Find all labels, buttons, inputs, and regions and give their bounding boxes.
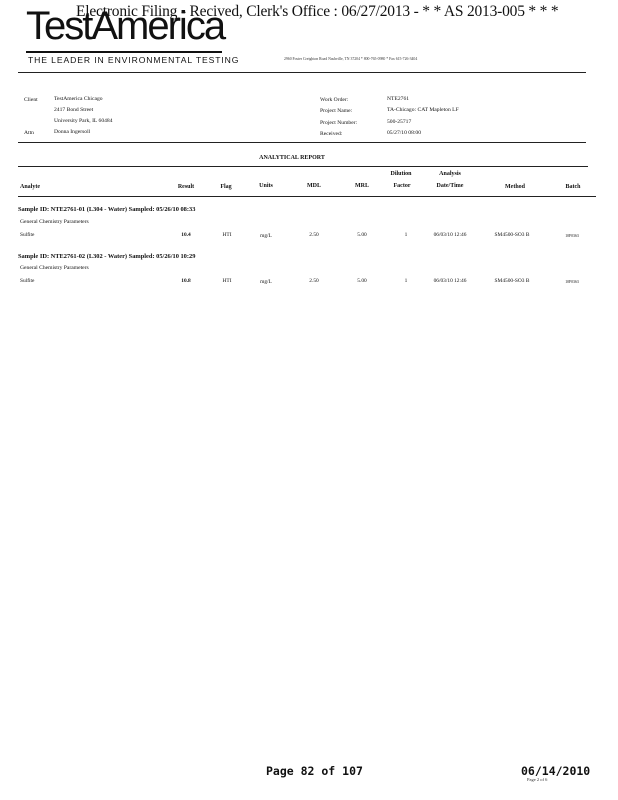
col-mdl: MDL bbox=[307, 183, 321, 189]
page-counter: Page 82 of 107 bbox=[266, 764, 363, 778]
report-title: ANALYTICAL REPORT bbox=[259, 155, 325, 161]
title-rule bbox=[18, 166, 588, 167]
footer-date: 06/14/2010 bbox=[521, 764, 591, 778]
col-analysis-bottom: Date/Time bbox=[436, 183, 464, 189]
client-label: Client bbox=[24, 97, 38, 103]
parameter-group: General Chemistry Parameters bbox=[20, 219, 89, 225]
col-mrl: MRL bbox=[355, 183, 369, 189]
testamerica-logo: TestAmerica bbox=[26, 4, 225, 48]
mdl-cell: 2.50 bbox=[309, 232, 319, 238]
batch-cell: 10F0363 bbox=[565, 280, 579, 284]
sample-header: Sample ID: NTE2761-02 (L302 - Water) Sampled: 05/26/10 10:29 bbox=[18, 253, 196, 260]
dilution-cell: 1 bbox=[404, 232, 408, 238]
analyte-cell: Sulfite bbox=[20, 278, 35, 284]
received-label: Received: bbox=[320, 131, 343, 137]
method-cell: SM4500-SO3 B bbox=[494, 278, 530, 284]
logo-divider bbox=[26, 51, 222, 53]
analysis-cell: 06/03/10 12:46 bbox=[433, 278, 467, 284]
parameter-group: General Chemistry Parameters bbox=[20, 265, 89, 271]
client-name: TestAmerica Chicago bbox=[54, 96, 103, 102]
analysis-cell: 06/03/10 12:46 bbox=[433, 232, 467, 238]
logo-tagline: THE LEADER IN ENVIRONMENTAL TESTING bbox=[28, 55, 240, 65]
units-cell: mg/L bbox=[260, 233, 272, 239]
flag-cell: HTI bbox=[222, 232, 232, 238]
batch-cell: 10F0363 bbox=[565, 234, 579, 238]
attn-name: Donna Ingersoll bbox=[54, 129, 91, 135]
project-number-value: 500-25717 bbox=[387, 119, 412, 125]
client-address-1: 2417 Bond Street bbox=[54, 107, 94, 113]
flag-cell: HTI bbox=[222, 278, 232, 284]
col-units: Units bbox=[259, 183, 273, 189]
mdl-cell: 2.50 bbox=[309, 278, 319, 284]
col-result: Result bbox=[177, 184, 195, 190]
result-cell: 10.8 bbox=[181, 278, 191, 284]
col-batch: Batch bbox=[565, 184, 581, 190]
attn-label: Attn bbox=[24, 130, 34, 136]
analyte-cell: Sulfite bbox=[20, 232, 35, 238]
filing-stamp: Electronic Filing - Recived, Clerk's Office : 06/27/2013 - * * AS 2013-005 * * * bbox=[76, 3, 559, 20]
project-number-label: Project Number: bbox=[320, 120, 358, 126]
page-of-small: Page 2 of 6 bbox=[527, 777, 548, 782]
col-dilution-bottom: Factor bbox=[393, 183, 411, 189]
header-rule bbox=[18, 72, 586, 73]
mrl-cell: 5.00 bbox=[357, 232, 367, 238]
result-cell: 10.4 bbox=[181, 232, 191, 238]
sample-header: Sample ID: NTE2761-01 (L304 - Water) Sampled: 05/26/10 08:33 bbox=[18, 206, 196, 213]
units-cell: mg/L bbox=[260, 279, 272, 285]
col-method: Method bbox=[505, 184, 525, 190]
method-cell: SM4500-SO3 B bbox=[494, 232, 530, 238]
col-flag: Flag bbox=[220, 184, 232, 190]
mrl-cell: 5.00 bbox=[357, 278, 367, 284]
received-value: 05/27/10 08:00 bbox=[387, 130, 422, 136]
col-dilution-top: Dilution bbox=[390, 171, 412, 177]
client-address-2: University Park, IL 60484 bbox=[54, 118, 113, 124]
dilution-cell: 1 bbox=[404, 278, 408, 284]
info-rule bbox=[18, 142, 586, 143]
project-name-value: TA-Chicago: CAT Mapleton LF bbox=[387, 107, 459, 113]
lab-address: 2960 Foster Creighton Road Nashville, TN 37204 * 800-765-0980 * Fax 615-726-3404 bbox=[284, 57, 418, 61]
columns-rule bbox=[18, 196, 596, 197]
col-analyte: Analyte bbox=[20, 184, 40, 190]
col-analysis-top: Analysis bbox=[439, 171, 461, 177]
work-order-value: NTE2761 bbox=[387, 96, 410, 102]
project-name-label: Project Name: bbox=[320, 108, 353, 114]
work-order-label: Work Order: bbox=[320, 97, 349, 103]
